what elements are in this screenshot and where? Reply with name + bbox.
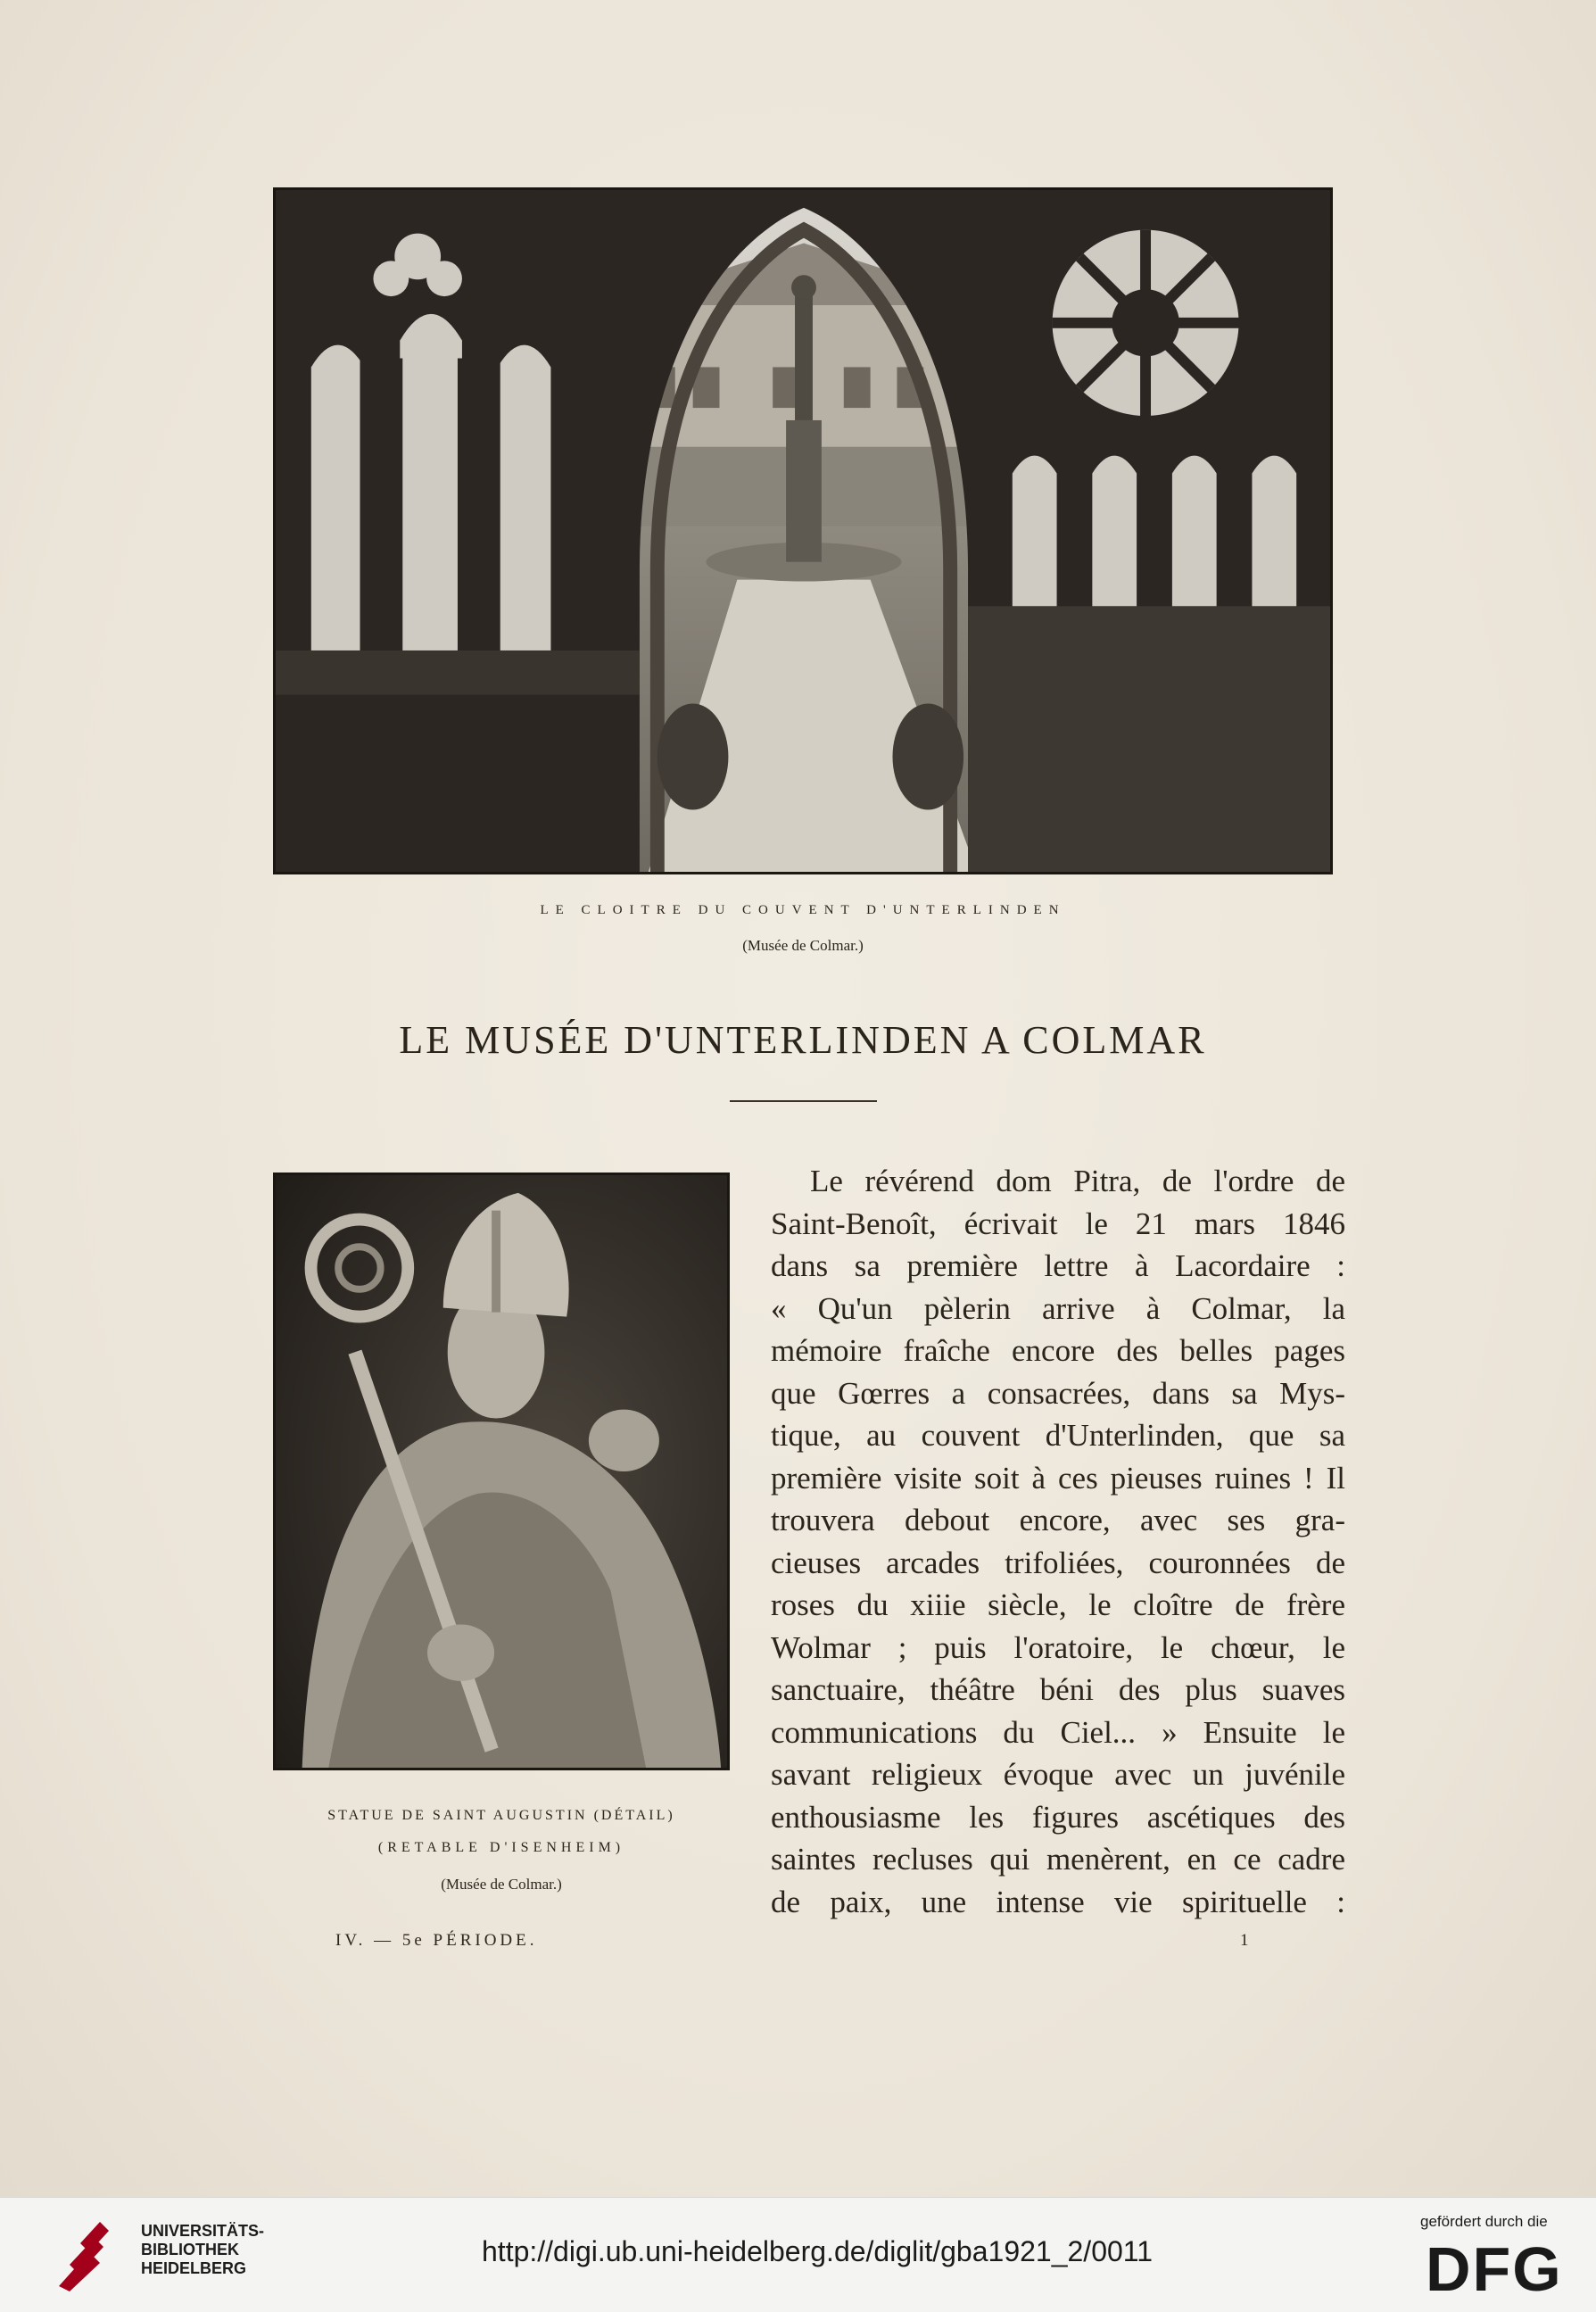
library-name <box>141 2222 264 2278</box>
university-library-logo-icon <box>54 2217 128 2291</box>
top-figure-source: (Musée de Colmar.) <box>742 937 864 954</box>
cloister-photograph <box>273 187 1333 874</box>
library-name-line: HEIDELBERG <box>141 2259 247 2277</box>
page-number: 1 <box>1240 1931 1249 1950</box>
cloister-photo-illustration <box>276 190 1330 872</box>
saint-augustine-illustration <box>276 1175 727 1768</box>
top-figure-caption: LE CLOITRE DU COUVENT D'UNTERLINDEN <box>540 903 1066 917</box>
body-line: trouvera debout encore, avec ses gra- <box>771 1503 1345 1537</box>
body-line: première visite soit à ces pieuses ruines ! Il <box>771 1460 1345 1496</box>
article-title: LE MUSÉE D'UNTERLINDEN A COLMAR <box>399 1018 1207 1062</box>
body-line: communications du Ciel... » Ensuite le <box>771 1714 1345 1750</box>
body-line: « Qu'un pèlerin arrive à Colmar, la <box>771 1290 1345 1326</box>
body-line: de paix, une intense vie spirituelle : <box>771 1884 1345 1919</box>
library-name-line: BIBLIOTHEK <box>141 2241 239 2258</box>
body-line: tique, au couvent d'Unterlinden, que sa <box>771 1418 1345 1453</box>
body-line: roses du xiiie siècle, le cloître de frère <box>771 1587 1345 1622</box>
left-figure-source: (Musée de Colmar.) <box>441 1876 562 1893</box>
signature-mark: IV. — 5e PÉRIODE. <box>335 1931 538 1950</box>
body-line: cieuses arcades trifoliées, couronnées de <box>771 1545 1345 1580</box>
body-line: dans sa première lettre à Lacordaire : <box>771 1248 1345 1283</box>
permalink-url[interactable]: http://digi.ub.uni-heidelberg.de/diglit/gba1921_2/0011 <box>482 2235 1153 2267</box>
body-line: sanctuaire, théâtre béni des plus suaves <box>771 1672 1345 1707</box>
body-line: que Gœrres a consacrées, dans sa Mys- <box>771 1375 1345 1411</box>
body-line: mémoire fraîche encore des belles pages <box>771 1333 1345 1368</box>
sponsor-text: gefördert durch die <box>1420 2213 1548 2230</box>
left-figure-caption-detail: (RETABLE D'ISENHEIM) <box>377 1840 625 1855</box>
title-rule <box>730 1100 877 1102</box>
body-line: enthousiasme les figures ascétiques des <box>771 1799 1345 1835</box>
body-line: Wolmar ; puis l'oratoire, le chœur, le <box>771 1629 1345 1665</box>
library-name-line: UNIVERSITÄTS- <box>141 2222 265 2240</box>
body-line: saintes recluses qui menèrent, en ce cadre <box>771 1842 1345 1877</box>
article-body <box>771 1160 1345 1923</box>
left-figure-caption: STATUE DE SAINT AUGUSTIN (DÉTAIL) <box>327 1808 675 1823</box>
body-line: savant religieux évoque avec un juvénile <box>771 1757 1345 1792</box>
body-line: Le révérend dom Pitra, de l'ordre de <box>810 1164 1345 1198</box>
saint-augustine-photograph <box>273 1173 730 1770</box>
body-line: Saint-Benoît, écrivait le 21 mars 1846 <box>771 1206 1345 1241</box>
dfg-logo: DFG <box>1426 2234 1563 2304</box>
